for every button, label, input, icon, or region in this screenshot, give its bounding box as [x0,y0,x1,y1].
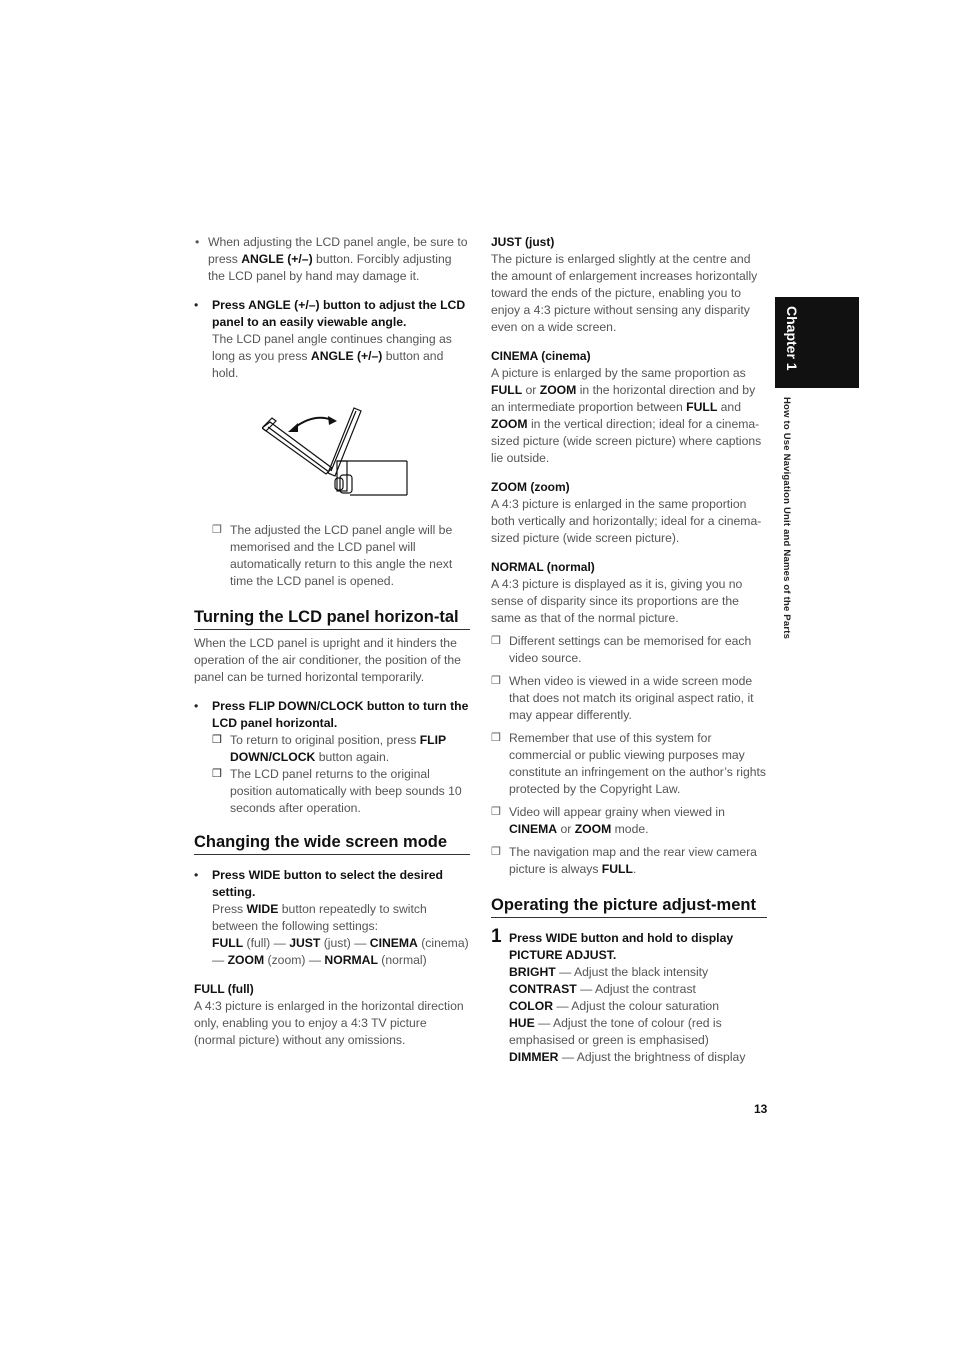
step-flip [194,698,470,817]
step-wide: • Press WIDE button to select the desired setting. Press WIDE button repeatedly to switch between the following settings: FULL (full) — JUST (just) — CINEMA (cinema) — ZOOM (zoom) — NORMAL (normal) [194,868,469,967]
bullet-item [194,234,470,285]
note-item: ❒ To return to original position, press FLIP DOWN/CLOCK button again. [212,733,446,764]
side-section-title: How to Use Navigation Unit and Names of the Parts [781,397,792,640]
box-bullet-icon: ❒ [491,806,501,818]
right-column [491,234,767,1066]
adjust-item: CONTRAST — Adjust the contrast [509,982,696,996]
chapter-label: Chapter 1 [784,306,800,371]
step-angle [194,297,470,382]
box-bullet-icon: ❒ [491,635,501,647]
bullet-icon: • [194,298,199,312]
step-title: Press FLIP DOWN/CLOCK button to turn the LCD panel horizontal. [212,699,469,730]
lcd-panel-illustration [262,398,412,508]
section-body: When the LCD panel is upright and it hinders the operation of the air conditioner, the position of the panel can be turned horizontal temporarily. [194,636,461,684]
bullet-icon: • [194,868,199,882]
note-item: ❒ The navigation map and the rear view camera picture is always FULL. [491,845,757,876]
section-heading-turning: Turning the LCD panel horizon-tal [194,608,470,630]
bullet-icon: • [194,699,199,713]
adjust-item: BRIGHT — Adjust the black intensity [509,965,709,979]
mode-title-zoom: ZOOM (zoom) [491,480,570,494]
bullet-text: When adjusting the LCD panel angle, be sure to press ANGLE (+/–) button. Forcibly adjusting the LCD panel by hand may damage it. [208,235,468,283]
step-title: Press ANGLE (+/–) button to adjust the LCD panel to an easily viewable angle. [212,298,466,329]
note-item: ❒ The adjusted the LCD panel angle will be memorised and the LCD panel will automatically return to this angle the next time the LCD panel is opened. [212,523,453,588]
bullet-icon: • [195,235,200,249]
page-number: 13 [754,1102,768,1116]
step-title: Press WIDE button and hold to display PICTURE ADJUST. [509,931,734,962]
note-item: ❒ Remember that use of this system for commercial or public viewing purposes may constitute an infringement on the author’s rights protected by the Copyright Law. [491,731,766,796]
section-heading-wide: Changing the wide screen mode [194,833,470,855]
mode-body-full: A 4:3 picture is enlarged in the horizontal direction only, enabling you to enjoy a 4:3 TV picture (normal picture) without any omissions. [194,999,464,1047]
box-bullet-icon: ❒ [212,734,222,746]
step-body: The LCD panel angle continues changing as long as you press ANGLE (+/–) button and hold. [212,332,452,380]
box-bullet-icon: ❒ [491,846,501,858]
note-item: ❒ When video is viewed in a wide screen mode that does not match its original aspect ratio, it may appear differently. [491,674,754,722]
box-bullet-icon: ❒ [212,524,222,536]
section-heading-picture-adjust: Operating the picture adjust-ment [491,896,767,918]
box-bullet-icon: ❒ [212,768,222,780]
adjust-item: DIMMER — Adjust the brightness of display [509,1050,746,1064]
note-item: ❒ Different settings can be memorised for each video source. [491,634,752,665]
mode-body-zoom: A 4:3 picture is enlarged in the same proportion both vertically and horizontally; ideal for a cinema-sized picture (wide screen picture). [491,497,762,545]
left-column [194,234,470,1049]
box-bullet-icon: ❒ [491,732,501,744]
mode-title-normal: NORMAL (normal) [491,560,595,574]
mode-body-just: The picture is enlarged slightly at the centre and the amount of enlargement increases horizontally toward the ends of the picture, enabling you to enjoy a 4:3 picture without sensing any disparity even on a wide screen. [491,252,758,334]
mode-body-cinema: A picture is enlarged by the same proportion as FULL or ZOOM in the horizontal direction and by an intermediate proportion between FULL and ZOOM in the vertical direction; ideal for a cinema-sized picture (wide screen picture) where captions lie outside. [491,366,762,465]
mode-sequence: FULL (full) — JUST (just) — CINEMA (cinema) — ZOOM (zoom) — NORMAL (normal) [212,936,469,967]
mode-title-cinema: CINEMA (cinema) [491,349,591,363]
step-title: Press WIDE button to select the desired setting. [212,868,443,899]
box-bullet-icon: ❒ [491,675,501,687]
adjust-item: HUE — Adjust the tone of colour (red is emphasised or green is emphasised) [509,1016,722,1047]
step-picture-adjust [491,926,767,1066]
adjust-item: COLOR — Adjust the colour saturation [509,999,719,1013]
note-item: ❒ Video will appear grainy when viewed in CINEMA or ZOOM mode. [491,805,725,836]
note-item: ❒ The LCD panel returns to the original position automatically with beep sounds 10 seconds after operation. [212,767,462,815]
step-number: 1 [491,926,502,947]
mode-body-normal: A 4:3 picture is displayed as it is, giving you no sense of disparity since its proportions are the same as that of the normal picture. [491,577,743,625]
mode-title-full: FULL (full) [194,982,254,996]
mode-title-just: JUST (just) [491,235,555,249]
